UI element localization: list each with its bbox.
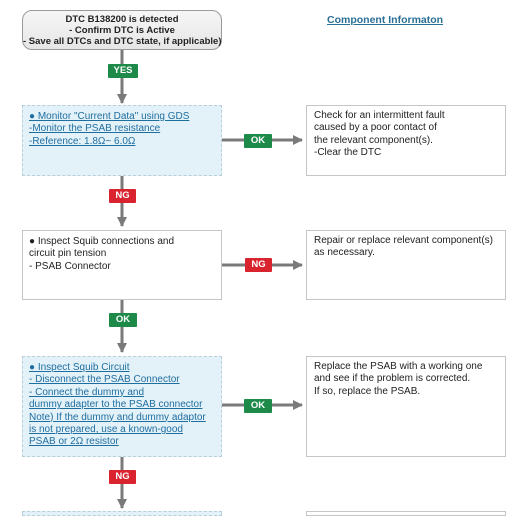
step3-line-1[interactable]: ● Inspect Squib Circuit	[29, 362, 130, 373]
step1-line-3[interactable]: -Reference: 1.8Ω~ 6.0Ω	[29, 135, 136, 147]
component-information-link[interactable]: Component Informaton	[327, 14, 444, 26]
ok-label-1: OK	[244, 134, 272, 148]
result1-line-4: -Clear the DTC	[314, 147, 382, 159]
result1-line-3: the relevant component(s).	[314, 134, 433, 146]
ok-label-3: OK	[244, 399, 272, 413]
start-line-3: - Save all DTCs and DTC state, if applicable)	[23, 36, 222, 47]
result3-line-2: and see if the problem is corrected.	[314, 373, 471, 385]
step1-line-1[interactable]: ● Monitor "Current Data" using GDS	[29, 111, 190, 122]
result2-line-2: as necessary.	[314, 247, 375, 259]
result-replace-psab	[306, 356, 506, 457]
result3-line-1: Replace the PSAB with a working one	[314, 361, 483, 372]
result2-line-1: Repair or replace relevant component(s)	[314, 235, 493, 246]
result-intermittent-fault	[306, 105, 506, 176]
result-repair-replace	[306, 230, 506, 300]
step3-line-6[interactable]: is not prepared, use a known-good	[29, 424, 183, 436]
start-box	[22, 10, 222, 50]
ok-label-2: OK	[109, 313, 137, 327]
step-monitor-current-data	[22, 105, 222, 176]
ng-label-3: NG	[109, 470, 136, 484]
step3-line-4[interactable]: dummy adapter to the PSAB connector	[29, 399, 203, 411]
ng-label-1: NG	[109, 189, 136, 203]
step3-line-3[interactable]: - Connect the dummy and	[29, 386, 145, 398]
ng-label-2: NG	[245, 258, 272, 272]
result1-line-2: caused by a poor contact of	[314, 122, 437, 134]
result1-line-1: Check for an intermittent fault	[314, 110, 445, 121]
step-next-partial	[22, 511, 222, 516]
yes-label: YES	[108, 64, 138, 78]
step-inspect-squib-connections	[22, 230, 222, 300]
result-next-partial	[306, 511, 506, 516]
result3-line-3: If so, replace the PSAB.	[314, 385, 421, 397]
step1-line-2[interactable]: -Monitor the PSAB resistance	[29, 123, 161, 135]
step2-line-2: circuit pin tension	[29, 248, 107, 260]
step-inspect-squib-circuit	[22, 356, 222, 457]
step3-line-5[interactable]: Note) If the dummy and dummy adaptor	[29, 411, 206, 423]
step3-line-2[interactable]: - Disconnect the PSAB Connector	[29, 374, 180, 386]
start-line-1: DTC B138200 is detected	[65, 14, 179, 25]
step3-line-7[interactable]: PSAB or 2Ω resistor	[29, 436, 119, 448]
step2-line-3: - PSAB Connector	[29, 260, 111, 272]
step2-line-1: ● Inspect Squib connections and	[29, 236, 175, 247]
start-line-2: - Confirm DTC is Active	[69, 25, 175, 36]
